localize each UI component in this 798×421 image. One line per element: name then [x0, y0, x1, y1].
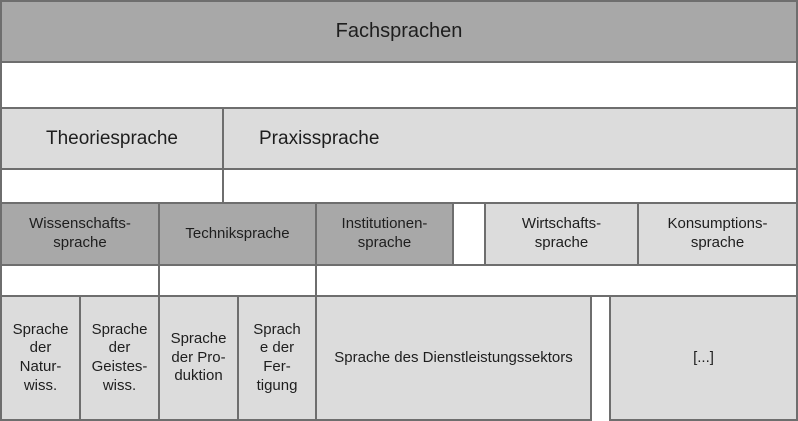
production-language-box — [158, 295, 239, 421]
services-language-box — [315, 295, 592, 421]
humanities-language-label: Sprache der Geistes- wiss. — [91, 320, 148, 394]
gap-cell — [452, 202, 486, 266]
connector-row-1 — [0, 61, 798, 109]
connector-theory — [0, 168, 224, 204]
practice-language-label: Praxissprache — [259, 127, 380, 149]
economic-language-label: Wirtschafts- sprache — [521, 215, 602, 251]
production-language-label: Sprache der Pro- duktion — [170, 329, 227, 385]
more-box — [609, 295, 798, 421]
humanities-language-box — [79, 295, 160, 421]
title-label: Fachsprachen — [335, 20, 463, 42]
connector-services — [315, 264, 798, 297]
more-label: [...] — [693, 348, 714, 366]
practice-language-box — [222, 107, 798, 170]
theory-language-label: Theoriesprache — [45, 127, 179, 149]
theory-language-box — [0, 107, 224, 170]
consumer-language-label: Konsumptions- sprache — [667, 215, 768, 251]
technical-language-box — [158, 202, 317, 266]
connector-practice — [222, 168, 798, 204]
consumer-language-box — [637, 202, 798, 266]
manufacturing-language-box — [237, 295, 317, 421]
economic-language-box — [484, 202, 639, 266]
technical-language-label: Techniksprache — [185, 224, 290, 242]
institutional-language-label: Institutionen- sprache — [341, 215, 428, 251]
science-language-label: Wissenschafts- sprache — [29, 215, 131, 251]
title-box — [0, 0, 798, 63]
natural-sciences-language-label: Sprache der Natur- wiss. — [12, 320, 69, 394]
services-language-label: Sprache des Dienstleistungssektors — [334, 348, 573, 366]
connector-technical — [158, 264, 317, 297]
institutional-language-box — [315, 202, 454, 266]
connector-science — [0, 264, 160, 297]
natural-sciences-language-box — [0, 295, 81, 421]
manufacturing-language-label: Sprach e der Fer- tigung — [253, 320, 301, 394]
science-language-box — [0, 202, 160, 266]
